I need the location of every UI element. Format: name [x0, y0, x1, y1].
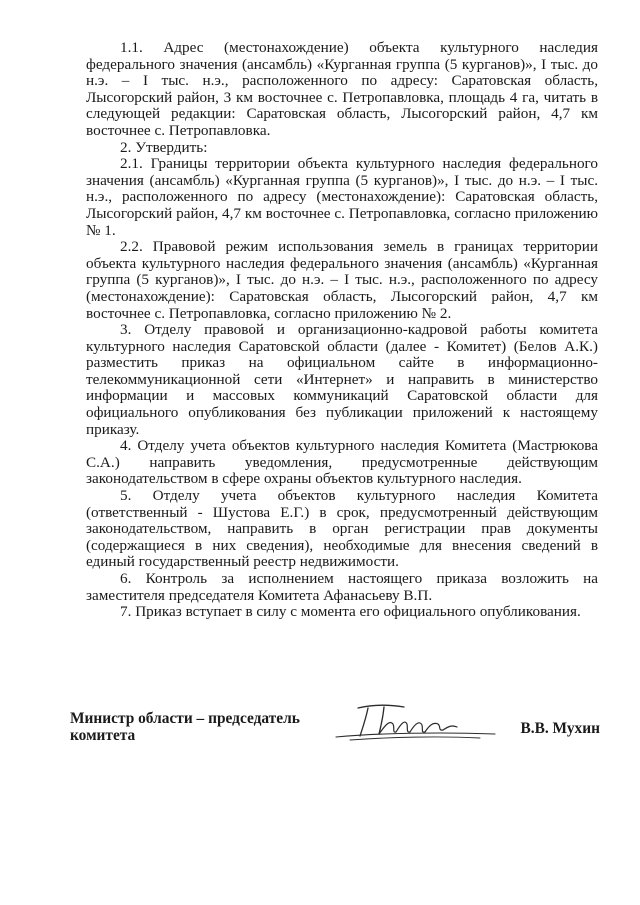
paragraph-2: 2. Утвердить: [120, 138, 208, 156]
paragraph-1-1: 1.1. Адрес (местонахождение) объекта культурного наследия федерального значения (ансамбль) «Курганная группа (5 курганов)», I тыс. до н.э. – I тыс. н.э., расположенного по адресу: Саратовская область, Лысогорский район, 3 км восточнее с. Петропавловка, площадь 4 га, читать в следующей редакции: Саратовская область, Лысогорский район, 4,7 км восточнее с. Петропавловка. [86, 39, 598, 139]
signature-block [70, 710, 600, 750]
paragraph-4: 4. Отделу учета объектов культурного наследия Комитета (Мастрюкова С.А.) направить уведомления, предусмотренные действующим законодательством в сфере охраны объектов культурного наследия. [86, 437, 598, 488]
signatory-title [70, 710, 320, 744]
document-body [86, 40, 598, 621]
paragraph-2-1: 2.1. Границы территории объекта культурного наследия федерального значения (ансамбль) «Курганная группа (5 курганов)», I тыс. до н.э. – I тыс. н.э., расположенного по адресу (местонахождение): Саратовская область, Лысогорский район, 4,7 км восточнее с. Петропавловка, согласно приложению № 1. [86, 155, 598, 239]
paragraph-7: 7. Приказ вступает в силу с момента его официального опубликования. [120, 603, 581, 621]
paragraph-5: 5. Отделу учета объектов культурного наследия Комитета (ответственный - Шустова Е.Г.) в срок, предусмотренный действующим законодательством, направить в орган регистрации прав документы (содержащиеся в них сведения), необходимые для внесения сведений в единый государственный реестр недвижимости. [86, 487, 598, 571]
signatory-title-line-1: Министр области – председатель [70, 710, 300, 727]
paragraph-6: 6. Контроль за исполнением настоящего приказа возложить на заместителя председателя Комитета Афанасьеву В.П. [86, 570, 598, 604]
signatory-title-line-2: комитета [70, 727, 136, 744]
handwritten-signature [330, 700, 500, 745]
paragraph-2-2: 2.2. Правовой режим использования земель в границах территории объекта культурного наследия федерального значения (ансамбль) «Курганная группа (5 курганов)», I тыс. до н.э. – I тыс. н.э., расположенного по адресу (местонахождение): Саратовская область, Лысогорский район, 4,7 км восточнее с. Петропавловка, согласно приложению № 2. [86, 238, 598, 322]
signatory-name: В.В. Мухин [520, 720, 600, 737]
paragraph-3: 3. Отделу правовой и организационно-кадровой работы комитета культурного наследия Саратовской области (далее - Комитет) (Белов А.К.) разместить приказ на официальном сайте в информационно-телекоммуникационной сети «Интернет» и направить в министерство информации и массовых коммуникаций Саратовской области для официального опубликования без публикации приложений к настоящему приказу. [86, 321, 598, 438]
